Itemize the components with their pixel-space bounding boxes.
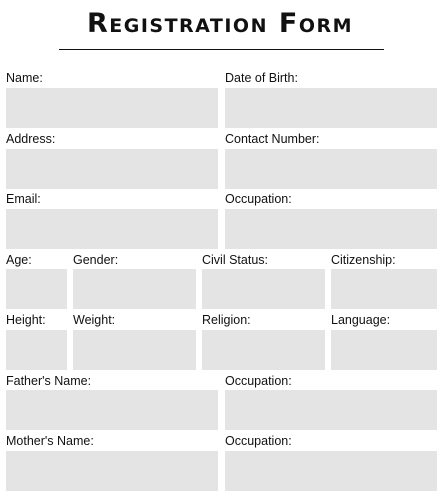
religion-label: Religion: [202,313,251,327]
name-field[interactable] [6,88,218,128]
email-field[interactable] [6,209,218,249]
language-field[interactable] [331,330,437,370]
mother-occupation-label: Occupation: [225,434,292,448]
contact-number-field[interactable] [225,149,437,189]
religion-field[interactable] [202,330,325,370]
father-occupation-label: Occupation: [225,374,292,388]
date-of-birth-field[interactable] [225,88,437,128]
mothers-name-label: Mother's Name: [6,434,94,448]
age-field[interactable] [6,269,67,309]
date-of-birth-label: Date of Birth: [225,71,298,85]
contact-number-label: Contact Number: [225,132,320,146]
language-label: Language: [331,313,391,327]
father-occupation-field[interactable] [225,390,437,430]
occupation-field[interactable] [225,209,437,249]
email-label: Email: [6,192,41,206]
fathers-name-field[interactable] [6,390,218,430]
mother-occupation-field[interactable] [225,451,437,491]
civil-status-field[interactable] [202,269,325,309]
age-label: Age: [6,253,32,267]
weight-label: Weight: [73,313,116,327]
citizenship-field[interactable] [331,269,437,309]
citizenship-label: Citizenship: [331,253,396,267]
height-field[interactable] [6,330,67,370]
height-label: Height: [6,313,46,327]
title-underline [59,49,384,50]
name-label: Name: [6,71,43,85]
gender-field[interactable] [73,269,196,309]
gender-label: Gender: [73,253,119,267]
address-field[interactable] [6,149,218,189]
fathers-name-label: Father's Name: [6,374,92,388]
occupation-label: Occupation: [225,192,292,206]
form-title: Registration Form [86,8,354,39]
mothers-name-field[interactable] [6,451,218,491]
weight-field[interactable] [73,330,196,370]
civil-status-label: Civil Status: [202,253,268,267]
address-label: Address: [6,132,56,146]
